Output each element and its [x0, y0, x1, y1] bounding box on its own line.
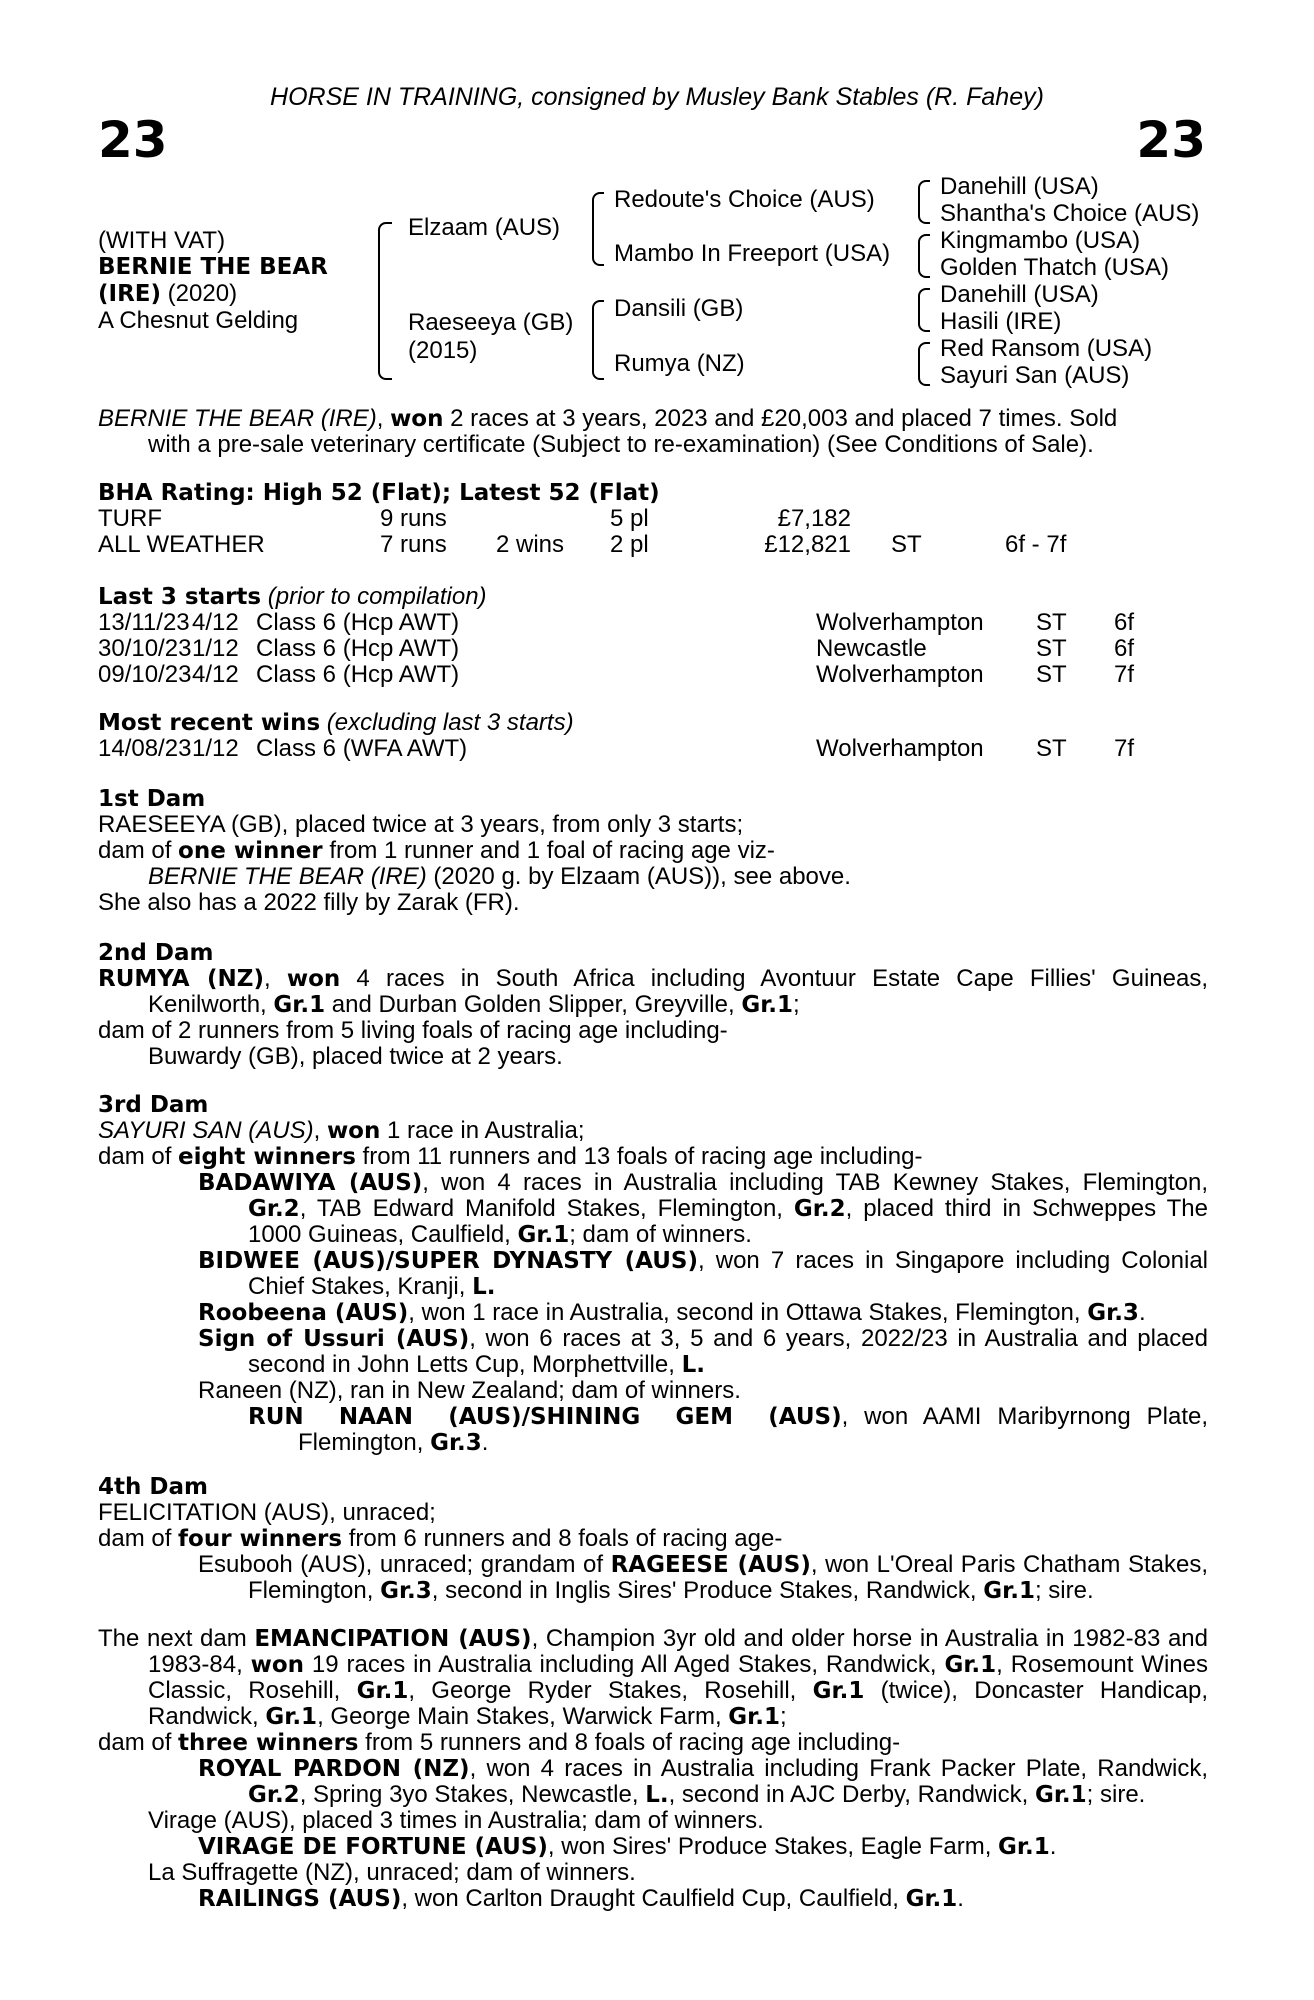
grade-label: Gr.1	[944, 1652, 997, 1678]
next-dam-record	[98, 1626, 1208, 1730]
rating-placed: 2 pl	[610, 531, 649, 558]
text: 1 race in Australia;	[380, 1117, 585, 1144]
grade-label: Gr.1	[517, 1222, 570, 1248]
table-row	[98, 736, 1134, 762]
first-dam-progeny-note: (2020 g. by Elzaam (AUS)), see above.	[426, 863, 851, 890]
text: , won AAMI Maribyrnong Plate, Flemington,	[298, 1403, 1208, 1456]
start-going: ST	[1036, 635, 1067, 662]
horse-name: BERNIE THE BEAR	[98, 254, 328, 280]
progeny-entry	[98, 1326, 1208, 1378]
pedigree-brace-ss	[918, 180, 930, 224]
first-dam-text: dam of	[98, 837, 179, 864]
text: , George Main Stakes, Warwick Farm,	[317, 1703, 729, 1730]
second-dam-line-2: dam of 2 runners from 5 living foals of racing age including-	[98, 1017, 728, 1044]
grade-label: Gr.1	[905, 1886, 958, 1912]
start-distance: 6f	[1114, 609, 1135, 636]
ss-sire: Danehill (USA)	[940, 173, 1099, 200]
table-row	[98, 636, 1134, 662]
sire-dam: Mambo In Freeport (USA)	[614, 240, 891, 267]
text: dam of	[98, 1143, 179, 1170]
text: , won L'Oreal Paris Chatham Stakes, Flemington,	[248, 1551, 1208, 1604]
first-dam-section	[98, 786, 1208, 916]
win-position: 1/12	[192, 735, 239, 762]
rating-runs: 7 runs	[380, 531, 447, 558]
first-dam-line-1: RAESEEYA (GB), placed twice at 3 years, from only 3 starts;	[98, 811, 744, 838]
text: , won 1 race in Australia, second in Ottawa Stakes, Flemington,	[408, 1299, 1088, 1326]
grand-progeny-entry	[98, 1404, 1208, 1456]
progeny-name: Roobeena (AUS)	[198, 1300, 409, 1326]
listed-label: L.	[472, 1274, 496, 1300]
summary-paragraph: BERNIE THE BEAR (IRE), won 2 races at 3 years, 2023 and £20,003 and placed 7 times. Sold with a pre-sale veterinary certificate (Subject to re-examination) (See Conditions of Sale).	[98, 406, 1208, 458]
text: dam of	[98, 1525, 179, 1552]
rating-wins	[496, 506, 610, 532]
next-dam-name: EMANCIPATION (AUS)	[254, 1626, 532, 1652]
second-dam-line-3: Buwardy (GB), placed twice at 2 years.	[148, 1043, 563, 1070]
second-dam-section	[98, 940, 1208, 1070]
progeny-name: BIDWEE (AUS)/SUPER DYNASTY (AUS)	[198, 1248, 698, 1274]
text: , placed third in Schweppes The 1000 Guineas, Caulfield,	[248, 1195, 1208, 1248]
text: , won 6 races at 3, 5 and 6 years, 2022/23 in Australia and placed second in John Letts Cup, Morphettville,	[248, 1325, 1208, 1378]
text: , Rosemount Wines Classic, Rosehill,	[148, 1651, 1208, 1704]
start-course: Wolverhampton	[816, 609, 984, 636]
catalogue-header: HORSE IN TRAINING, consigned by Musley Bank Stables (R. Fahey)	[270, 83, 1044, 111]
table-row	[98, 532, 1066, 558]
fourth-dam-section	[98, 1474, 1208, 1604]
grand-progeny-name: RAGEESE (AUS)	[610, 1552, 811, 1578]
text: ,	[263, 965, 287, 992]
won-label: won	[326, 1118, 381, 1144]
rating-dist	[1005, 506, 1066, 532]
rating-prize: £7,182	[777, 505, 851, 532]
start-distance: 6f	[1114, 635, 1135, 662]
ds-dam: Hasili (IRE)	[940, 308, 1062, 335]
horse-description: A Chesnut Gelding	[98, 307, 299, 334]
table-row	[98, 610, 1134, 636]
text: ,	[313, 1117, 327, 1144]
dam-year: (2015)	[408, 337, 478, 364]
horse-name-suffix	[98, 281, 237, 307]
text: , TAB Edward Manifold Stakes, Flemington,	[299, 1195, 794, 1222]
progeny-entry	[98, 1300, 1208, 1326]
summary-text-1: 2 races at 3 years, 2023 and £20,003 and placed 7 times. Sold	[443, 405, 1118, 432]
rating-going	[891, 506, 1005, 532]
first-dam-progeny: BERNIE THE BEAR (IRE)	[148, 863, 427, 890]
text: , won 4 races in Australia including Frank Packer Plate, Randwick,	[469, 1755, 1209, 1782]
dam: Raeseeya (GB)	[408, 309, 574, 336]
sd-sire: Kingmambo (USA)	[940, 227, 1141, 254]
sire: Elzaam (AUS)	[408, 214, 561, 241]
listed-label: L.	[645, 1782, 669, 1808]
text: The next dam	[98, 1625, 255, 1652]
progeny-entry: Virage (AUS), placed 3 times in Australia; dam of winners.	[148, 1807, 764, 1834]
recent-wins-section	[98, 710, 1208, 762]
text: ;	[793, 991, 800, 1018]
text: (twice), Doncaster Handicap, Randwick,	[148, 1677, 1209, 1730]
grand-progeny-entry	[98, 1886, 1208, 1912]
text: and Durban Golden Slipper, Greyville,	[325, 991, 742, 1018]
dd-dam: Sayuri San (AUS)	[940, 362, 1130, 389]
rating-title: BHA Rating: High 52 (Flat); Latest 52 (Flat)	[98, 480, 660, 506]
summary-won: won	[390, 406, 444, 432]
start-going: ST	[1036, 609, 1067, 636]
table-row	[98, 662, 1134, 688]
sire-sire: Redoute's Choice (AUS)	[614, 186, 875, 213]
text: , Spring 3yo Stakes, Newcastle,	[299, 1781, 646, 1808]
ss-dam: Shantha's Choice (AUS)	[940, 200, 1200, 227]
progeny-name: ROYAL PARDON (NZ)	[198, 1756, 470, 1782]
grand-progeny-name: VIRAGE DE FORTUNE (AUS)	[198, 1834, 548, 1860]
table-row	[98, 506, 1066, 532]
third-dam-section	[98, 1092, 1208, 1456]
rating-prize: £12,821	[764, 531, 851, 558]
text: , won 4 races in Australia including TAB Kewney Stakes, Flemington,	[422, 1169, 1208, 1196]
dd-sire: Red Ransom (USA)	[940, 335, 1153, 362]
start-position: 4/12	[192, 661, 239, 688]
grade-label: Gr.3	[380, 1578, 432, 1604]
text: dam of	[98, 1729, 179, 1756]
text: , won Sires' Produce Stakes, Eagle Farm,	[547, 1833, 999, 1860]
horse-year: (2020)	[161, 280, 238, 307]
text: 19 races in Australia including All Aged Stakes, Randwick,	[304, 1651, 945, 1678]
third-dam-name: SAYURI SAN (AUS)	[98, 1117, 314, 1144]
start-course: Wolverhampton	[816, 661, 984, 688]
next-dam-section	[98, 1626, 1208, 1912]
recent-wins-note: (excluding last 3 starts)	[320, 709, 574, 736]
third-dam-title: 3rd Dam	[98, 1092, 209, 1118]
text: ; sire.	[1034, 1577, 1094, 1604]
last-starts-title: Last 3 starts	[98, 584, 262, 610]
pedigree-brace-dam	[592, 300, 604, 380]
win-going: ST	[1036, 735, 1067, 762]
grade-label: Gr.1	[728, 1704, 780, 1730]
text: 4 races in South Africa including Avontuur Estate Cape Fillies' Guineas, Kenilworth,	[148, 965, 1208, 1018]
horse-country: (IRE)	[98, 281, 162, 307]
pedigree-brace-sire	[592, 192, 604, 266]
won-label: won	[250, 1652, 305, 1678]
win-distance: 7f	[1114, 735, 1135, 762]
text: , won Carlton Draught Caulfield Cup, Caulfield,	[401, 1885, 906, 1912]
rating-going: ST	[891, 531, 922, 558]
text: , Champion 3yr old and older horse in Australia in 1982-83 and 1983-84,	[148, 1625, 1208, 1678]
start-position: 4/12	[192, 609, 239, 636]
grade-label: Gr.1	[812, 1678, 865, 1704]
third-dam-winners: eight winners	[178, 1144, 356, 1170]
rating-table	[98, 506, 1066, 558]
lot-number-left: 23	[98, 111, 168, 169]
last-starts-note: (prior to compilation)	[261, 583, 487, 610]
grade-label: Gr.3	[430, 1430, 482, 1456]
start-course: Newcastle	[816, 635, 927, 662]
start-race: Class 6 (Hcp AWT)	[256, 609, 460, 636]
rating-surface: ALL WEATHER	[98, 531, 265, 558]
grade-label: Gr.2	[248, 1782, 300, 1808]
listed-label: L.	[681, 1352, 705, 1378]
text: Esubooh (AUS), unraced; grandam of	[198, 1551, 611, 1578]
rating-dist: 6f - 7f	[1005, 531, 1067, 558]
lot-number-right: 23	[1136, 111, 1206, 169]
text: , second in Inglis Sires' Produce Stakes, Randwick,	[431, 1577, 984, 1604]
start-date: 13/11/23	[98, 609, 190, 636]
second-dam-title: 2nd Dam	[98, 940, 214, 966]
start-position: 1/12	[192, 635, 239, 662]
grade-label: Gr.1	[356, 1678, 409, 1704]
text: ;	[779, 1703, 787, 1730]
pedigree-brace-main	[378, 222, 392, 380]
pedigree-brace-dd	[918, 342, 930, 386]
rating-section	[98, 480, 1208, 558]
text: .	[1138, 1299, 1146, 1326]
first-dam-winners: one winner	[178, 838, 323, 864]
text: .	[481, 1429, 489, 1456]
dam-sire: Dansili (GB)	[614, 295, 744, 322]
start-going: ST	[1036, 661, 1067, 688]
grand-progeny-name: RAILINGS (AUS)	[198, 1886, 402, 1912]
first-dam-text: from 1 runner and 1 foal of racing age viz-	[322, 837, 775, 864]
last-starts-section	[98, 584, 1208, 688]
vat-note: (WITH VAT)	[98, 227, 226, 254]
grade-label: Gr.1	[741, 992, 793, 1018]
sd-dam: Golden Thatch (USA)	[940, 254, 1169, 281]
text: ; sire.	[1086, 1781, 1146, 1808]
start-race: Class 6 (Hcp AWT)	[256, 661, 460, 688]
progeny-name: Sign of Ussuri (AUS)	[198, 1326, 470, 1352]
pedigree-brace-sd	[918, 234, 930, 278]
text: .	[957, 1885, 964, 1912]
second-dam-record	[98, 966, 1208, 1018]
recent-wins-title: Most recent wins	[98, 710, 321, 736]
progeny-entry: La Suffragette (NZ), unraced; dam of winners.	[148, 1859, 636, 1886]
grade-label: Gr.1	[265, 1704, 318, 1730]
progeny-entry	[98, 1552, 1208, 1604]
second-dam-name: RUMYA (NZ)	[98, 966, 264, 992]
first-dam-line-4: She also has a 2022 filly by Zarak (FR).	[98, 889, 520, 916]
text: from 6 runners and 8 foals of racing age-	[342, 1525, 783, 1552]
text: , second in AJC Derby, Randwick,	[668, 1781, 1035, 1808]
start-date: 09/10/23	[98, 661, 192, 688]
text: ; dam of winners.	[569, 1221, 752, 1248]
progeny-entry: Raneen (NZ), ran in New Zealand; dam of winners.	[198, 1377, 741, 1404]
text: , won 7 races in Singapore including Colonial Chief Stakes, Kranji,	[248, 1247, 1208, 1300]
first-dam-title: 1st Dam	[98, 786, 206, 812]
grade-label: Gr.1	[273, 992, 326, 1018]
text: .	[1049, 1833, 1057, 1860]
grade-label: Gr.2	[248, 1196, 300, 1222]
ds-sire: Danehill (USA)	[940, 281, 1099, 308]
summary-horse-name: BERNIE THE BEAR (IRE)	[98, 405, 377, 432]
grade-label: Gr.1	[983, 1578, 1035, 1604]
pedigree-brace-ds	[918, 288, 930, 332]
start-date: 30/10/23	[98, 635, 192, 662]
win-course: Wolverhampton	[816, 735, 984, 762]
grade-label: Gr.1	[1034, 1782, 1087, 1808]
fourth-dam-winners: four winners	[178, 1526, 343, 1552]
rating-runs: 9 runs	[380, 505, 447, 532]
text: , George Ryder Stakes, Rosehill,	[408, 1677, 813, 1704]
progeny-entry	[98, 1756, 1208, 1808]
dam-dam: Rumya (NZ)	[614, 350, 745, 377]
fourth-dam-line-1: FELICITATION (AUS), unraced;	[98, 1499, 436, 1526]
rating-wins: 2 wins	[496, 531, 565, 558]
won-label: won	[286, 966, 341, 992]
win-date: 14/08/23	[98, 735, 192, 762]
summary-text-2: with a pre-sale veterinary certificate (Subject to re-examination) (See Conditions of Sale).	[148, 431, 1094, 458]
rating-placed: 5 pl	[610, 505, 649, 532]
start-distance: 7f	[1114, 661, 1135, 688]
fourth-dam-title: 4th Dam	[98, 1474, 208, 1500]
grade-label: Gr.1	[998, 1834, 1050, 1860]
start-race: Class 6 (Hcp AWT)	[256, 635, 460, 662]
win-race: Class 6 (WFA AWT)	[256, 735, 468, 762]
last-starts-table	[98, 610, 1134, 688]
grand-progeny-name: RUN NAAN (AUS)/SHINING GEM (AUS)	[248, 1404, 842, 1430]
progeny-entry	[98, 1248, 1208, 1300]
grade-label: Gr.3	[1087, 1300, 1139, 1326]
text: from 11 runners and 13 foals of racing age including-	[355, 1143, 923, 1170]
rating-surface: TURF	[98, 505, 162, 532]
text: from 5 runners and 8 foals of racing age including-	[358, 1729, 901, 1756]
recent-wins-table	[98, 736, 1134, 762]
progeny-name: BADAWIYA (AUS)	[198, 1170, 423, 1196]
next-dam-winners: three winners	[178, 1730, 359, 1756]
grand-progeny-entry	[98, 1834, 1208, 1860]
grade-label: Gr.2	[793, 1196, 846, 1222]
progeny-entry	[98, 1170, 1208, 1248]
